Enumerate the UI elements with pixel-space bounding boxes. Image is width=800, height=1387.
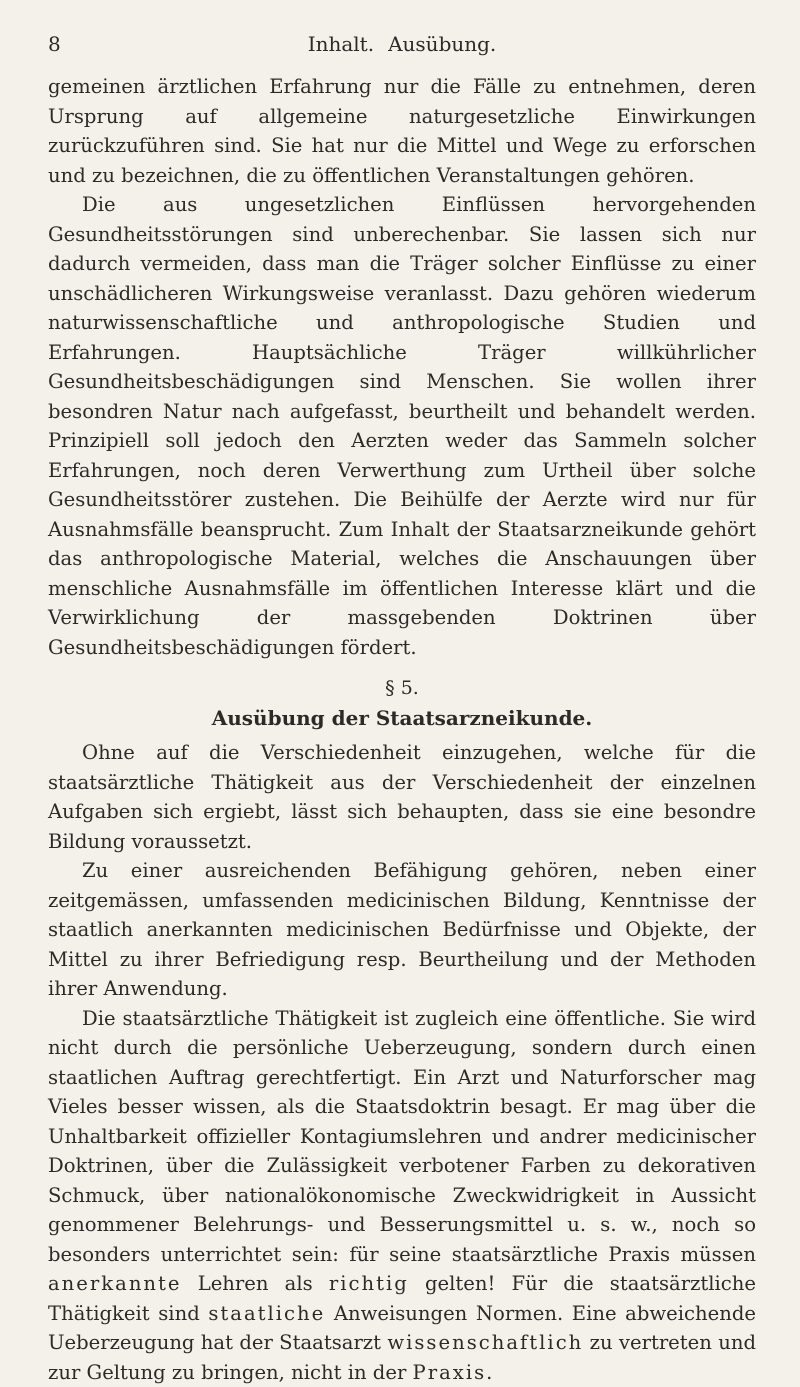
text-run: zu vertreten und zur Geltung zu bringen, nicht in der [48,1331,756,1384]
text-run: Die staatsärztliche Thätigkeit ist zugleich eine öffentliche. Sie wird nicht durch die persönliche Ueberzeugung, sondern durch einen staatlichen Auftrag gerechtfertigt. Ein Arzt und Naturforscher mag Vieles besser wissen, als die Staatsdoktrin besagt. Er mag über die Unhaltbarkeit offizieller Kontagiumslehren und andrer medicinischer Doktrinen, über die Zulässigkeit verbotener Farben zu dekorativen Schmuck, über nationalökonomische Zweckwidrigkeit in Aussicht genommener Belehrungs- und Besserungsmittel u. s. w., noch so besonders unterrichtet sein: für seine staatsärztliche Praxis müssen [48,1007,756,1266]
running-head-left: Inhalt. [308,32,374,56]
text-run: Anweisungen Normen. Eine abweichende Ueberzeugung hat der Staatsarzt [48,1302,756,1355]
paragraph: Die aus ungesetzlichen Einflüssen hervorgehenden Gesundheitsstörungen sind unberechenbar. Sie lassen sich nur dadurch vermeiden, dass man die Träger solcher Einflüsse zu einer unschädlicheren Wirkungsweise veranlasst. Dazu gehören wiederum naturwissenschaftliche und anthropologische Studien und Erfahrungen. Hauptsächliche Träger willkührlicher Gesundheitsbeschädigungen sind Menschen. Sie wollen ihrer besondren Natur nach aufgefasst, beurtheilt und behandelt werden. Prinzipiell soll jedoch den Aerzten weder das Sammeln solcher Erfahrungen, noch deren Verwerthung zum Urtheil über solche Gesundheitsstörer zustehen. Die Beihülfe der Aerzte wird nur für Ausnahmsfälle beansprucht. Zum Inhalt der Staatsarzneikunde gehört das anthropologische Material, welches die Anschauungen über menschliche Ausnahmsfälle im öffentlichen Interesse klärt und die Verwirklichung der massgebenden Doktrinen über Gesundheitsbeschädigungen fördert. [48,190,756,662]
text-run: Lehren als [182,1272,329,1295]
text-run: . [486,1361,492,1384]
section-title: Ausübung der Staatsarzneikunde. [48,702,756,734]
text-run: gelten! Für die staatsärztliche Thätigkeit sind [48,1272,756,1325]
section-number: § 5. [48,674,756,702]
running-head-right: Ausübung. [388,32,496,56]
spaced-emphasis: wissenschaftlich [387,1331,583,1354]
paragraph [48,1004,756,1387]
paragraph: Ohne auf die Verschiedenheit einzugehen, welche für die staatsärztliche Thätigkeit aus der Verschiedenheit der einzelnen Aufgaben sich ergiebt, lässt sich behaupten, dass sie eine besondre Bildung voraussetzt. [48,738,756,856]
page-number: 8 [48,24,61,64]
paragraph: gemeinen ärztlichen Erfahrung nur die Fälle zu entnehmen, deren Ursprung auf allgemeine naturgesetzliche Einwirkungen zurückzuführen sind. Sie hat nur die Mittel und Wege zu erforschen und zu bezeichnen, die zu öffentlichen Veranstaltungen gehören. [48,72,756,190]
spaced-emphasis: Praxis [413,1361,487,1384]
spaced-emphasis: staatliche [208,1302,325,1325]
paragraph: Zu einer ausreichenden Befähigung gehören, neben einer zeitgemässen, umfassenden medicinischen Bildung, Kenntnisse der staatlich anerkannten medicinischen Bedürfnisse und Objekte, der Mittel zu ihrer Befriedigung resp. Beurtheilung und der Methoden ihrer Anwendung. [48,856,756,1004]
body-text [48,72,756,1387]
running-head [48,24,756,64]
spaced-emphasis: richtig [329,1272,409,1295]
spaced-emphasis: anerkannte [48,1272,182,1295]
page-header [48,24,756,64]
